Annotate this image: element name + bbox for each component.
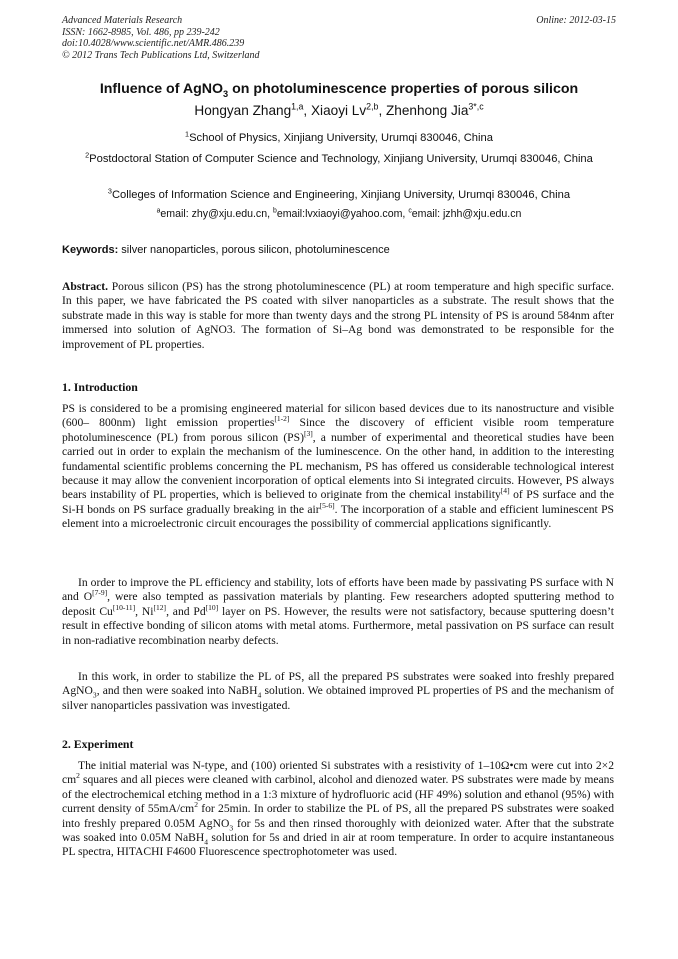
affiliation-mark: 3 <box>107 186 112 196</box>
journal-name: Advanced Materials Research <box>62 15 183 26</box>
paragraph-text: layer on PS. However, the results were not satisfactory, because sputtering doesn’t result in effective bonding of silicon atoms with metal atoms. Furthermore, metal passivation on PS surface can result in non-radiative recombination nearby defects. <box>62 604 615 647</box>
title-text-start: Influence of AgNO <box>99 81 224 97</box>
citation-superscript: [10-11] <box>112 602 136 612</box>
author-list <box>40 103 638 118</box>
paragraph-text: for 5s and then rinsed thoroughly with deionized water. After that the substrate was soaked into 0.05M NaBH <box>62 816 614 845</box>
author-name: Zhenhong Jia <box>386 103 469 118</box>
email-text: email: jzhh@xju.edu.cn <box>411 208 522 220</box>
email-mark: a <box>156 207 161 215</box>
citation-superscript: [12] <box>153 602 167 612</box>
paragraph-text: solution. We obtained improved PL properties of PS and the mechanism of silver nanoparticles passivation was investigated. <box>62 684 614 712</box>
paragraph-text: , Ni <box>135 604 154 618</box>
online-date: Online: 2012-03-15 <box>536 15 616 26</box>
paragraph-text: squares and all pieces were cleaned with carbinol, alcohol and dienozed water. PS substrates were made by means of the electrochemical etching method in a 1:3 mixture of hydrofluoric acid (HF 49%) solution and ethanol (95%) with current density of 55mA/cm <box>62 773 614 816</box>
paragraph-text: Since the discovery of efficient visible room temperature photoluminescence (PL) from porous silicon (PS) <box>62 416 614 444</box>
copyright-line: © 2012 Trans Tech Publications Ltd, Switzerland <box>62 49 260 61</box>
citation-superscript: [7-9] <box>92 588 108 598</box>
affiliation-text: School of Physics, Xinjiang University, Urumqi 830046, China <box>189 132 493 144</box>
abstract <box>62 280 614 352</box>
citation-superscript: 2 <box>194 800 198 810</box>
chemical-subscript: 3 <box>92 690 97 700</box>
paragraph-text: for 25min. In order to stabilize the PL of PS, all the prepared PS substrates were soaked into freshly prepared 0.05M AgNO <box>62 802 614 830</box>
affiliation-mark: 1 <box>185 129 190 139</box>
keywords-label: Keywords: <box>62 244 119 256</box>
section-heading-introduction: 1. Introduction <box>62 380 138 394</box>
keywords-text: silver nanoparticles, porous silicon, photoluminescence <box>118 244 390 256</box>
abstract-text: Porous silicon (PS) has the strong photoluminescence (PL) at room temperature and high specific surface. In this paper, we have fabricated the PS coated with silver nanoparticles as a substrate. The result shows that the substrate made in this way is stable for more than twenty days and the strong PL intensity of PS is around 584nm after immersed into solution of AgNO3. The formation of Si–Ag bond was demonstrated to be responsible for the improvement of PL properties. <box>62 280 614 351</box>
email-mark: b <box>273 207 277 215</box>
affiliation-text: Postdoctoral Station of Computer Science and Technology, Xinjiang University, Urumqi 830046, China <box>89 153 593 165</box>
paragraph-text: In this work, in order to stabilize the PL of PS, all the prepared PS substrates were soaked into freshly prepared AgNO <box>62 670 614 698</box>
email-text: email: zhy@xju.edu.cn, <box>160 208 274 220</box>
paper-title <box>40 81 638 97</box>
email-line <box>40 208 638 220</box>
paragraph-text: PS is considered to be a promising engineered material for silicon based devices due to its nanostructure and visible (600– 800nm) light emission properties <box>62 402 614 430</box>
affiliation-mark: 2 <box>85 150 90 160</box>
paragraph-text: . The incorporation of a stable and efficient luminescent PS element into a microelectronic circuit encourages the possibility of commercial applications significantly. <box>62 502 614 531</box>
author-mark: 2,b <box>366 101 379 112</box>
paragraph-text: , and Pd <box>166 604 206 618</box>
title-text-end: on photoluminescence properties of porous silicon <box>228 81 579 97</box>
citation-superscript: [5-6] <box>319 500 335 510</box>
doi-line: doi:10.4028/www.scientific.net/AMR.486.239 <box>62 38 245 49</box>
journal-header <box>62 15 260 61</box>
intro-paragraph-2 <box>62 576 614 648</box>
intro-paragraph-1 <box>62 402 614 532</box>
author-separator: , <box>378 103 386 118</box>
experiment-paragraph-1 <box>62 759 614 860</box>
email-mark: c <box>408 207 412 215</box>
title-subscript: 3 <box>223 88 229 99</box>
citation-superscript: 2 <box>76 771 80 781</box>
affiliation-text: Colleges of Information Science and Engineering, Xinjiang University, Urumqi 830046, China <box>111 189 571 201</box>
citation-superscript: [1-2] <box>274 414 290 424</box>
keywords-line <box>62 244 390 256</box>
email-text: email:lvxiaoyi@yahoo.com, <box>276 208 409 220</box>
paragraph-text: , and then were soaked into NaBH <box>96 684 258 698</box>
citation-superscript: [10] <box>205 602 219 612</box>
chemical-subscript: 4 <box>257 690 262 700</box>
citation-superscript: [4] <box>500 486 510 496</box>
abstract-label: Abstract. <box>62 280 109 293</box>
chemical-subscript: 4 <box>204 837 208 847</box>
author-name: Hongyan Zhang <box>194 103 292 118</box>
paragraph-text: In order to improve the PL efficiency and stability, lots of efforts have been made by passivating PS surface with N and O <box>62 576 614 604</box>
affiliation-1 <box>60 131 618 145</box>
paragraph-text: The initial material was N-type, and (100) oriented Si substrates with a resistivity of 1–10Ω•cm were cut into 2×2 cm <box>62 759 614 787</box>
issn-line: ISSN: 1662-8985, Vol. 486, pp 239-242 <box>62 26 220 38</box>
chemical-subscript: 3 <box>229 822 234 832</box>
paragraph-text: , a number of experimental and theoretical studies have been carried out in order to explain the mechanism of the luminescence. On the other hand, in addition to the interesting fundamental scientific problems concerning the PL mechanism, PS has offered us considerable technological interest because it may allow the convenient incorporation of optical elements into Si integrated circuits. However, PS always bears instability of PL properties, which is believed to originate from the chemical instability <box>62 430 615 502</box>
section-heading-experiment: 2. Experiment <box>62 737 134 751</box>
author-mark: 1,a <box>291 101 304 112</box>
affiliation-3 <box>60 188 618 202</box>
citation-superscript: [3] <box>303 428 313 438</box>
paragraph-text: , were also tempted as passivation materials by planting. Few researchers adopted sputtering method to deposit Cu <box>62 590 614 618</box>
author-separator: , <box>303 103 311 118</box>
paragraph-text: solution for 5s and dried in air at room temperature. In order to acquire instantaneous PL spectra, HITACHI F4600 Fluorescence spectrophotometer was used. <box>62 831 614 859</box>
author-mark: 3*,c <box>468 101 484 112</box>
paragraph-text: of PS surface and the Si-H bonds on PS surface gradually breaking in the air <box>62 488 615 516</box>
author-name: Xiaoyi Lv <box>310 103 367 118</box>
intro-paragraph-3 <box>62 670 614 713</box>
affiliation-2 <box>60 152 618 166</box>
